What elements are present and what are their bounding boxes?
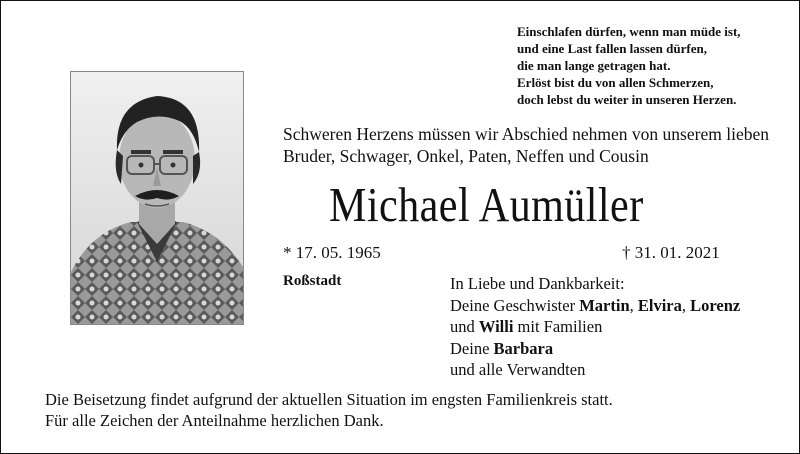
family-signature [450,273,740,381]
family-text: mit Familien [513,317,603,336]
family-text: und [450,317,479,336]
partner-name: Barbara [493,338,554,358]
death-date: † 31. 01. 2021 [622,243,720,262]
family-line [450,338,740,360]
portrait-image [71,72,243,324]
birth-date: * 17. 05. 1965 [283,243,381,262]
place-name: Roßstadt [283,273,342,289]
poem [517,23,741,108]
poem-line: Einschlafen dürfen, wenn man müde ist, [517,24,741,39]
intro-text [283,123,769,167]
sibling-name: Elvira [637,295,682,315]
poem-line: Erlöst bist du von allen Schmerzen, [517,75,714,90]
sibling-name: Willi [478,317,514,336]
intro-line: Bruder, Schwager, Onkel, Paten, Neffen und Cousin [283,146,649,166]
poem-line: und eine Last fallen lassen dürfen, [517,41,707,56]
sibling-name: Lorenz [690,295,741,315]
footer-line: Für alle Zeichen der Anteilnahme herzlichen Dank. [45,411,384,430]
separator: , [629,295,638,315]
family-line: In Liebe und Dankbarkeit: [450,274,625,293]
deceased-name: Michael Aumüller [329,177,644,232]
sibling-name: Martin [579,295,630,315]
family-text: Deine Geschwister [450,295,580,315]
family-text: Deine [450,338,494,358]
portrait-photo [70,71,244,325]
poem-line: doch lebst du weiter in unseren Herzen. [517,92,737,107]
footer-line: Die Beisetzung findet aufgrund der aktuellen Situation im engsten Familienkreis statt. [45,390,613,409]
intro-line: Schweren Herzens müssen wir Abschied nehmen von unserem lieben [283,124,769,144]
family-line [450,295,740,317]
separator: , [681,295,691,315]
footer-note [45,389,613,431]
family-line: und alle Verwandten [450,360,586,379]
poem-line: die man lange getragen hat. [517,58,671,73]
family-line [450,316,740,338]
